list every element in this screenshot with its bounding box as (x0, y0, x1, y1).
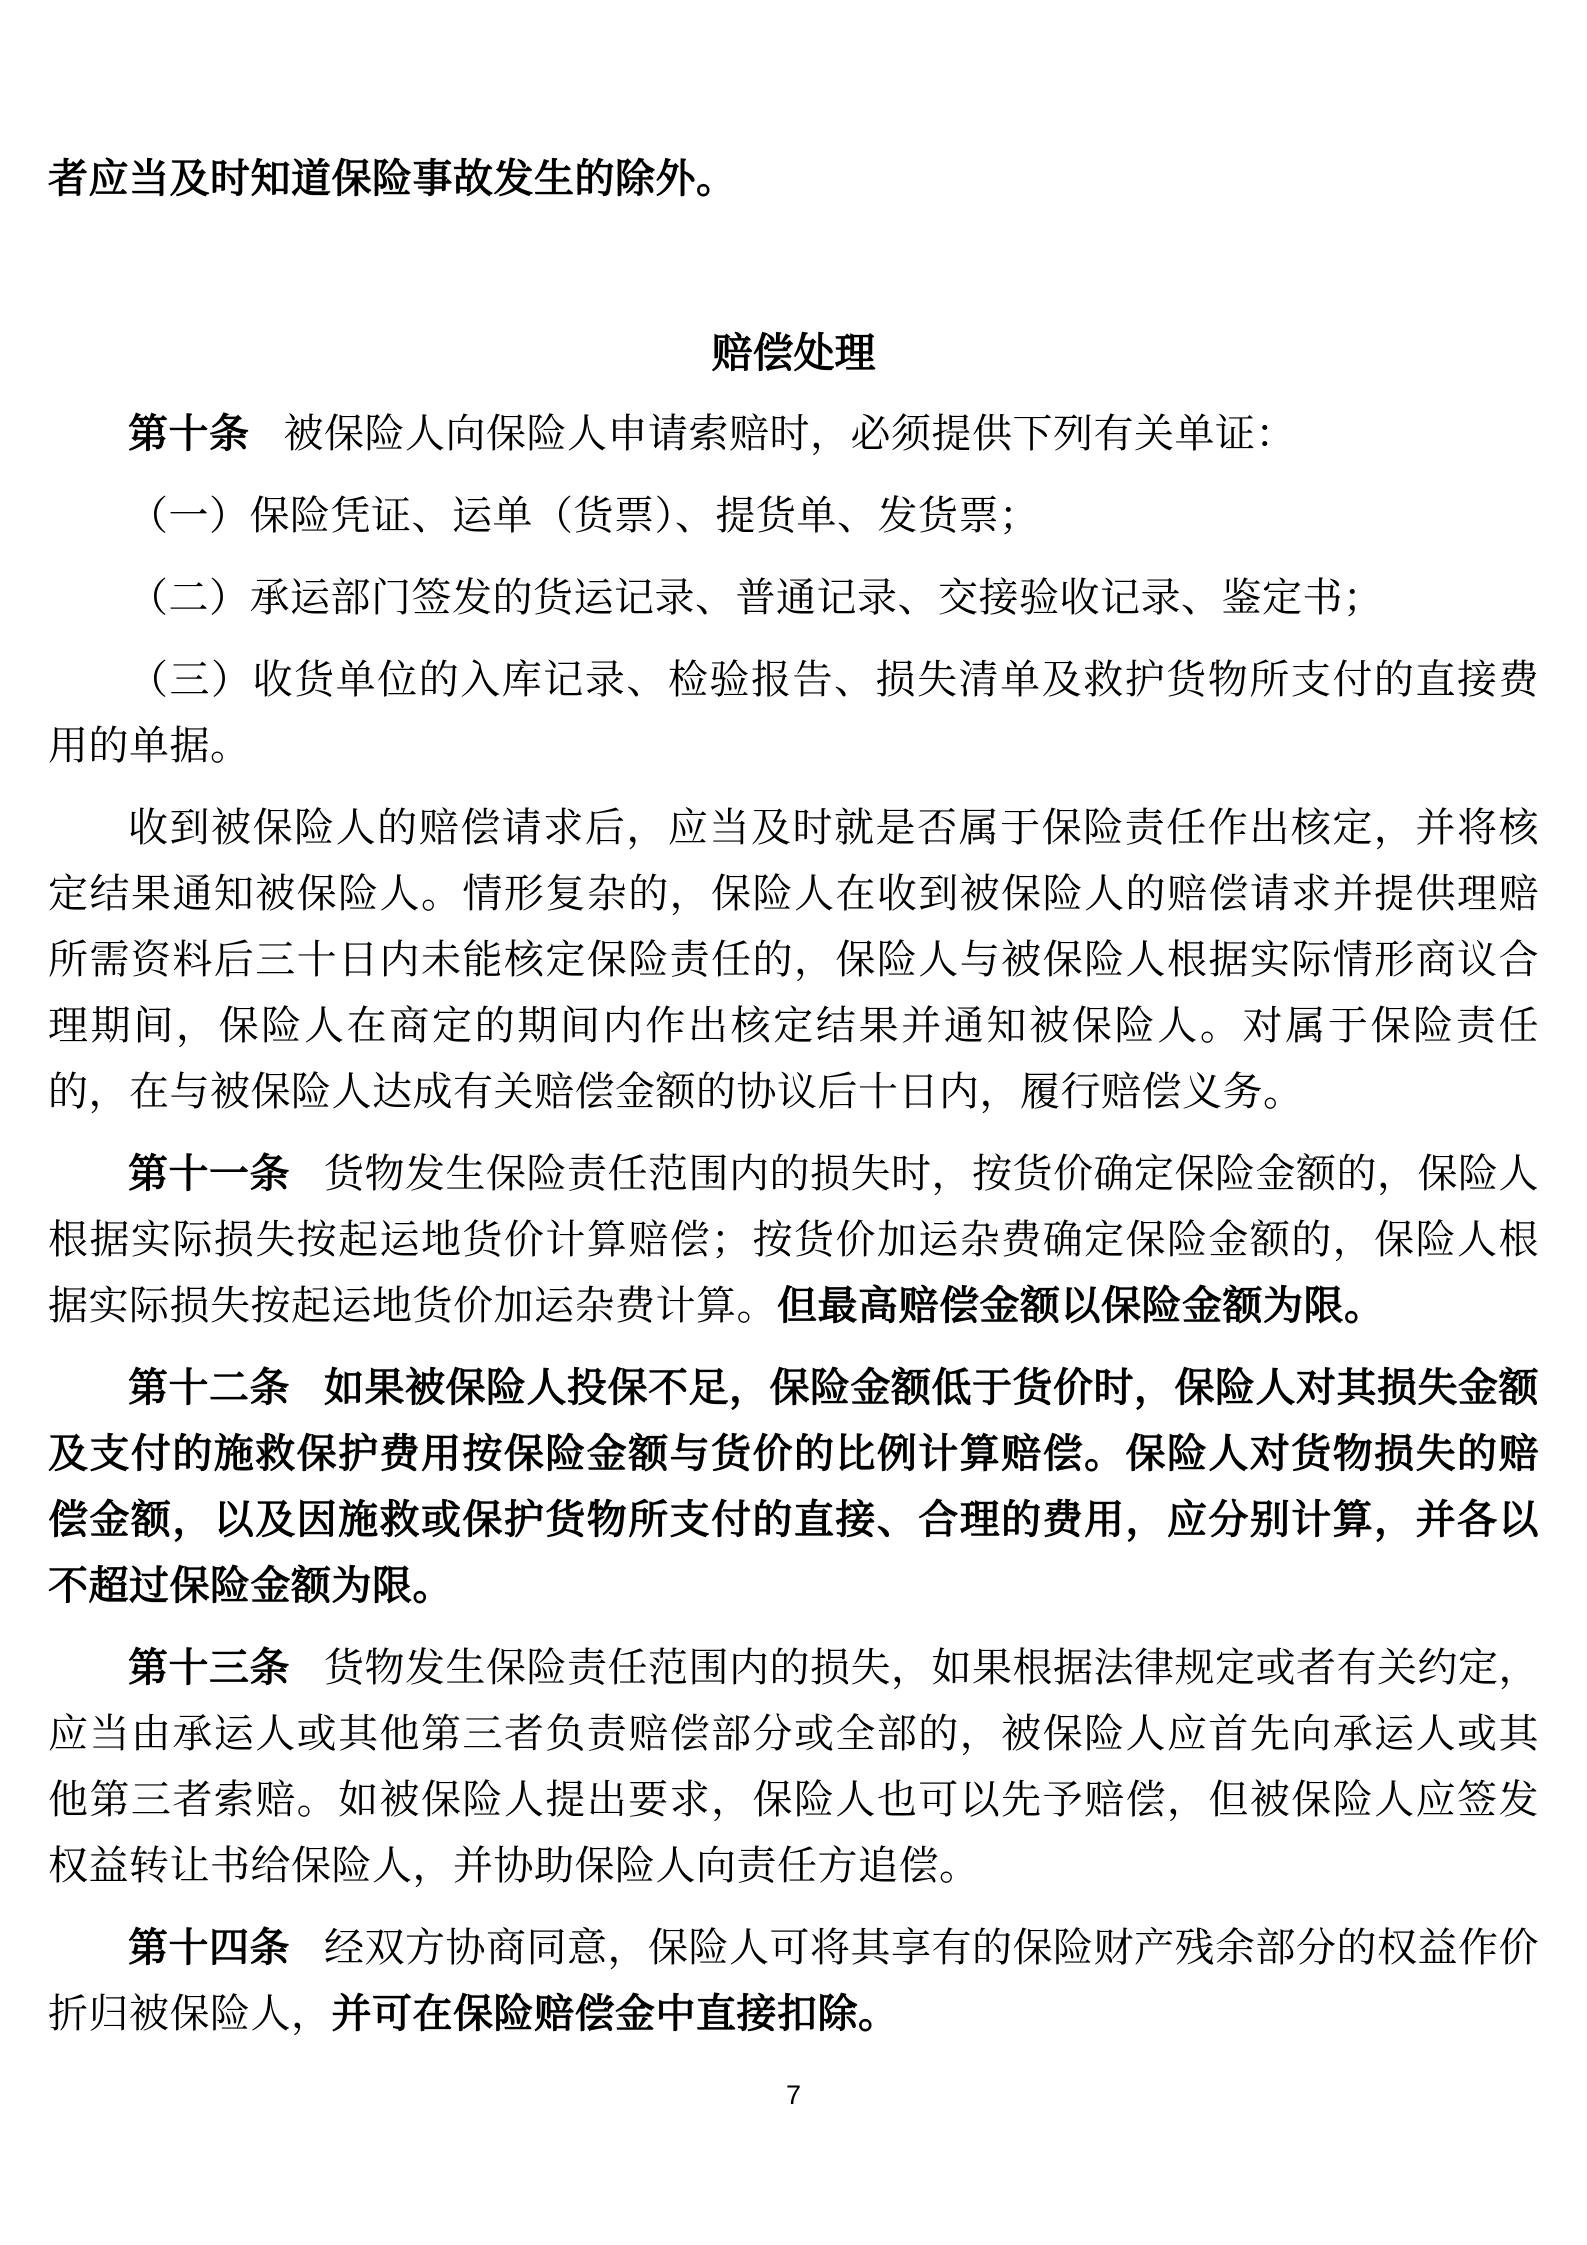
continuation-line: 者应当及时知道保险事故发生的除外。 (48, 157, 737, 201)
article-14-paragraph (48, 1915, 1539, 2047)
article-10-label: 第十条 (128, 412, 250, 456)
article-10-item-3: （三）收货单位的入库记录、检验报告、损失清单及救护货物所支付的直接费用的单据。 (48, 658, 1539, 768)
article-10-body: 被保险人向保险人申请索赔时，必须提供下列有关单证： (283, 412, 1296, 456)
article-12-paragraph (48, 1355, 1539, 1619)
article-13-paragraph (48, 1635, 1539, 1899)
claims-handling-paragraph: 收到被保险人的赔偿请求后，应当及时就是否属于保险责任作出核定，并将核定结果通知被保险人。情形复杂的，保险人在收到被保险人的赔偿请求并提供理赔所需资料后三十日内未能核定保险责任的，保险人与被保险人根据实际情形商议合理期间，保险人在商定的期间内作出核定结果并通知被保险人。对属于保险责任的，在与被保险人达成有关赔偿金额的协议后十日内，履行赔偿义务。 (48, 806, 1539, 1114)
article-11-label: 第十一条 (128, 1152, 290, 1196)
article-10-item-1: （一）保险凭证、运单（货票）、提货单、发货票； (128, 494, 1040, 538)
article-12-body: 如果被保险人投保不足，保险金额低于货价时，保险人对其损失金额及支付的施救保护费用按保险金额与货价的比例计算赔偿。保险人对货物损失的赔偿金额，以及因施救或保护货物所支付的直接、合理的费用，应分别计算，并各以不超过保险金额为限。 (48, 1366, 1539, 1608)
article-14-body: 经双方协商同意，保险人可将其享有的保险财产残余部分的权益作价折归被保险人， (48, 1926, 1539, 2036)
article-11-bold-clause: 但最高赔偿金额以保险金额为限。 (777, 1284, 1385, 1328)
article-12-label: 第十二条 (128, 1366, 290, 1410)
article-14-bold-clause: 并可在保险赔偿金中直接扣除。 (331, 1992, 899, 2036)
article-13-label: 第十三条 (128, 1646, 290, 1690)
article-11-paragraph (48, 1141, 1539, 1339)
article-10-item-2: （二）承运部门签发的货运记录、普通记录、交接验收记录、鉴定书； (128, 576, 1384, 620)
section-heading: 赔偿处理 (711, 330, 876, 376)
document-text-area (48, 0, 1539, 2063)
article-11-body: 货物发生保险责任范围内的损失时，按货价确定保险金额的，保险人根据实际损失按起运地货价计算赔偿；按货价加运杂费确定保险金额的，保险人根据实际损失按起运地货价加运杂费计算。 (48, 1152, 1539, 1328)
article-14-label: 第十四条 (128, 1926, 290, 1970)
article-10-paragraph (48, 401, 1539, 467)
article-13-body: 货物发生保险责任范围内的损失，如果根据法律规定或者有关约定，应当由承运人或其他第三者负责赔偿部分或全部的，被保险人应首先向承运人或其他第三者索赔。如被保险人提出要求，保险人也可以先予赔偿，但被保险人应签发权益转让书给保险人，并协助保险人向责任方追偿。 (48, 1646, 1539, 1888)
page-number: 7 (785, 2080, 802, 2110)
